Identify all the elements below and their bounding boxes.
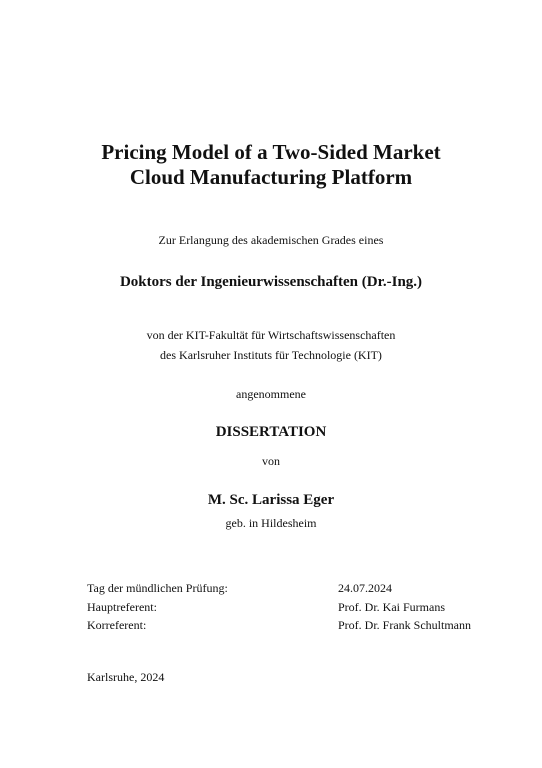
co-referee-name: Prof. Dr. Frank Schultmann — [338, 618, 471, 632]
accepted-label: angenommene — [236, 387, 306, 401]
main-referee-row — [87, 598, 507, 617]
title-line-1: Pricing Model of a Two-Sided Market — [101, 140, 441, 164]
birth-place: geb. in Hildesheim — [225, 516, 317, 530]
faculty-line-1: von der KIT-Fakultät für Wirtschaftswissenschaften — [146, 328, 396, 342]
place-and-year: Karlsruhe, 2024 — [87, 670, 165, 684]
oral-exam-label: Tag der mündlichen Prüfung: — [87, 581, 228, 595]
faculty-block — [0, 325, 542, 365]
examination-details — [87, 579, 507, 635]
document-type: DISSERTATION — [215, 424, 327, 440]
oral-exam-date: 24.07.2024 — [338, 581, 392, 595]
author-prefix: von — [262, 454, 280, 468]
main-referee-name: Prof. Dr. Kai Furmans — [338, 599, 445, 614]
oral-exam-row — [87, 579, 507, 598]
degree-name: Doktors der Ingenieurwissenschaften (Dr.-Ing.) — [119, 274, 423, 290]
dissertation-title — [0, 140, 542, 190]
title-line-2: Cloud Manufacturing Platform — [129, 165, 413, 189]
co-referee-label: Korreferent: — [87, 618, 147, 632]
faculty-line-2: des Karlsruher Instituts für Technologie (KIT) — [160, 348, 382, 362]
author-name: M. Sc. Larissa Eger — [207, 492, 335, 508]
degree-purpose: Zur Erlangung des akademischen Grades eines — [158, 233, 384, 247]
main-referee-label: Hauptreferent: — [87, 599, 157, 614]
co-referee-row — [87, 616, 507, 635]
